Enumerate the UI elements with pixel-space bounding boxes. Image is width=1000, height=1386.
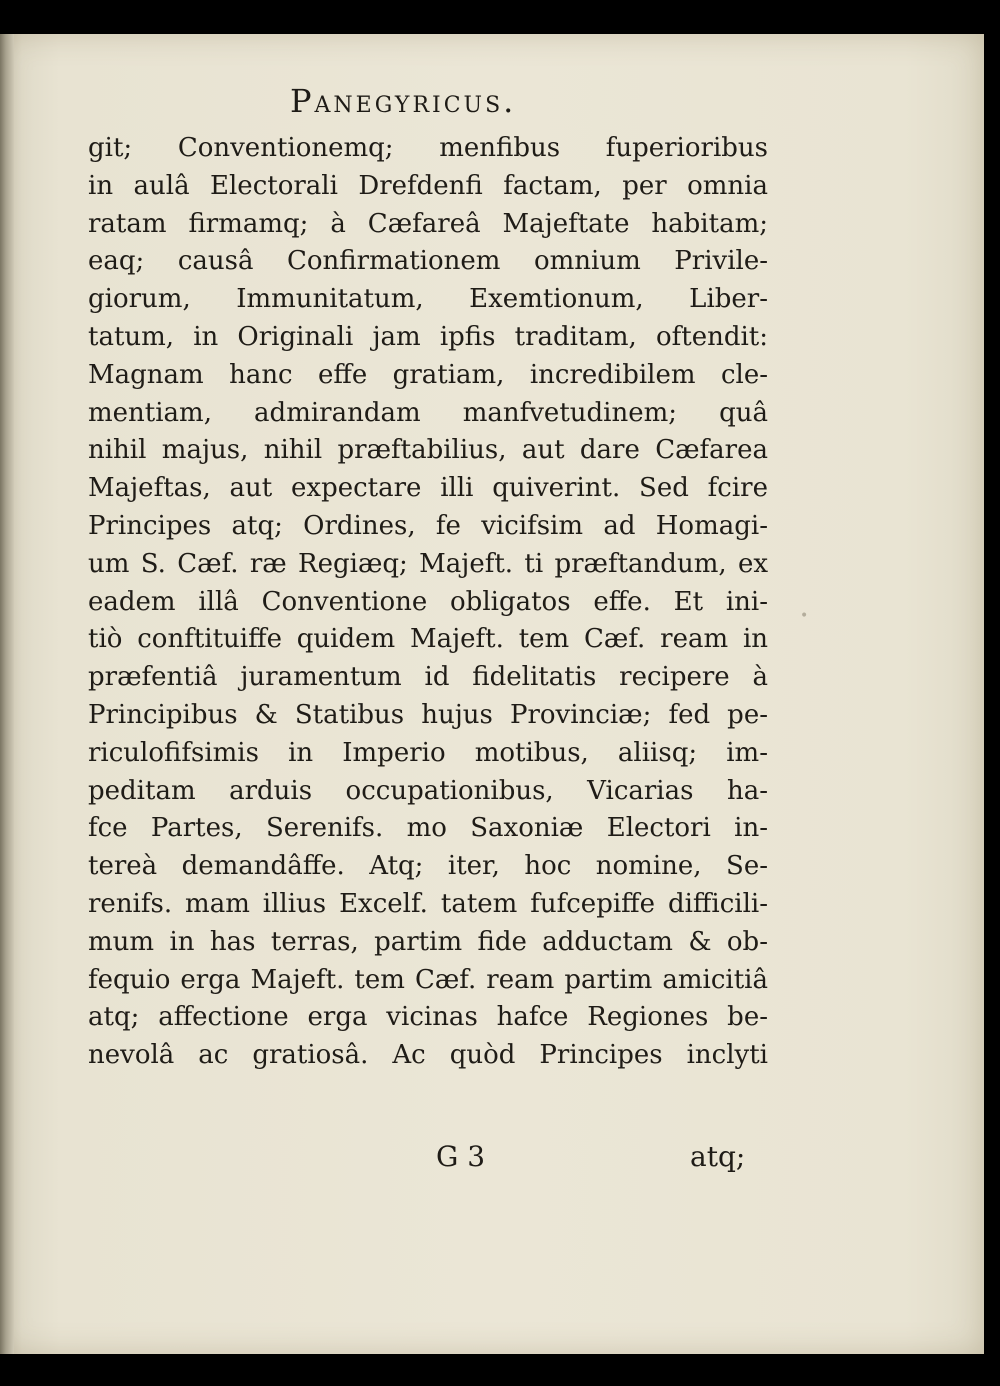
text-line: atq; affectione erga vicinas hafce Regiones be- (88, 1002, 768, 1033)
text-line: eaq; causâ Confirmationem omnium Privile- (88, 246, 768, 277)
text-line: mum in has terras, partim fide adductam & ob- (88, 926, 768, 957)
text-line: Majeftas, aut expectare illi quiverint. Sed fcire (88, 473, 768, 504)
text-line: git; Conventionemq; menfibus fuperioribus (88, 133, 768, 163)
show-through-mark: • (800, 608, 809, 624)
text-line: fce Partes, Serenifs. mo Saxoniæ Electori in- (88, 813, 768, 844)
signature-mark: G 3 (436, 1140, 486, 1173)
text-block (88, 130, 788, 1075)
running-head: Panegyricus. (290, 82, 517, 120)
text-line: peditam arduis occupationibus, Vicarias ha- (88, 775, 768, 806)
text-line: in aulâ Electorali Drefdenfi factam, per omnia (88, 170, 768, 201)
text-line: nevolâ ac gratiosâ. Ac quòd Principes inclyti (88, 1040, 768, 1071)
text-line: eadem illâ Conventione obligatos effe. Et ini- (88, 586, 768, 617)
text-line: tereà demandâffe. Atq; iter, hoc nomine, Se- (88, 851, 768, 882)
text-line: fequio erga Majeft. tem Cæf. ream partim amicitiâ (88, 964, 768, 995)
text-line: tiò conftituiffe quidem Majeft. tem Cæf. ream in (88, 624, 768, 655)
text-line: Principes atq; Ordines, fe vicifsim ad Homagi- (88, 510, 768, 541)
text-line: præfentiâ juramentum id fidelitatis recipere à (88, 662, 768, 693)
text-line: nihil majus, nihil præftabilius, aut dare Cæfarea (88, 435, 768, 466)
text-line: Magnam hanc effe gratiam, incredibilem cle- (88, 359, 768, 390)
text-line: renifs. mam illius Excelf. tatem fufcepiffe difficili- (88, 888, 768, 919)
text-line: giorum, Immunitatum, Exemtionum, Liber- (88, 284, 768, 315)
text-line: riculofifsimis in Imperio motibus, aliisq; im- (88, 737, 768, 768)
page-gutter (0, 34, 14, 1354)
text-line: ratam firmamq; à Cæfareâ Majeftate habitam; (88, 208, 768, 239)
text-line: mentiam, admirandam manfvetudinem; quâ (88, 397, 768, 428)
text-line: tatum, in Originali jam ipfis traditam, oftendit: (88, 321, 768, 352)
text-line: um S. Cæf. ræ Regiæq; Majeft. ti præftandum, ex (88, 548, 768, 579)
catchword: atq; (690, 1140, 746, 1173)
text-line: Principibus & Statibus hujus Provinciæ; fed pe- (88, 699, 768, 730)
